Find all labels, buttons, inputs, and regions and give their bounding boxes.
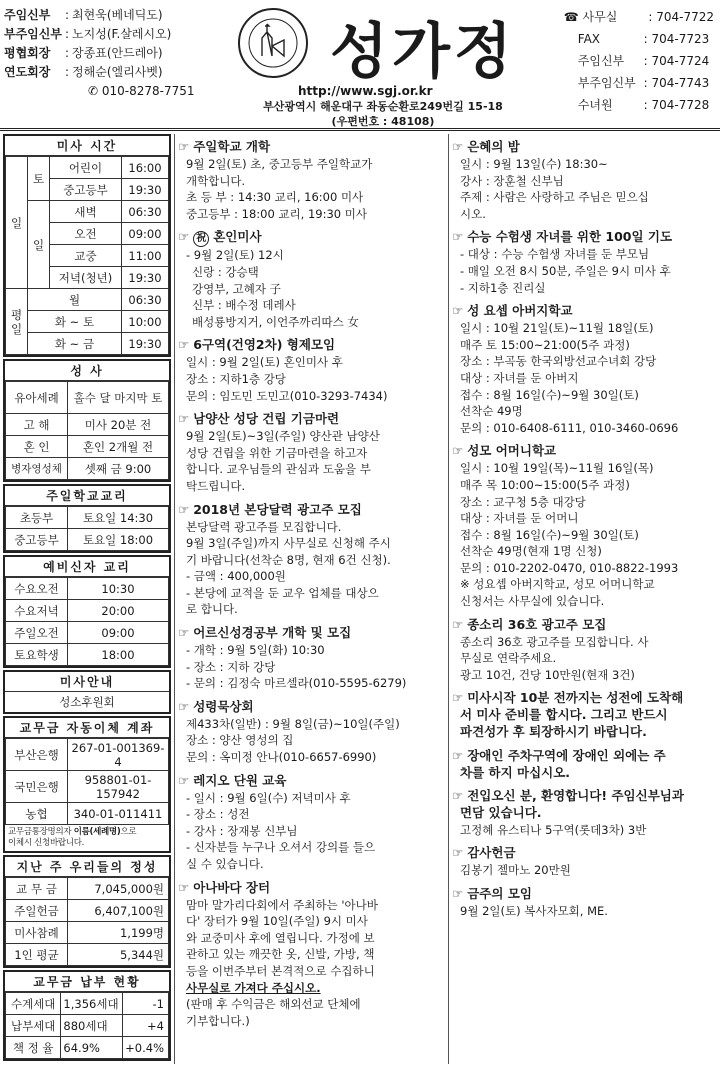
weekday-label: 평일	[6, 289, 28, 355]
bank-name: 국민은행	[6, 771, 68, 803]
mass-info-value: 성소후원회	[59, 695, 115, 709]
pointing-hand-icon: ☞	[452, 845, 464, 861]
pointing-hand-icon: ☞	[452, 788, 464, 804]
account-number: 267-01-001369-4	[68, 739, 169, 771]
offering-label: 주일헌금	[6, 900, 68, 922]
pointing-hand-icon: ☞	[452, 229, 464, 245]
pointing-hand-icon: ☞	[178, 879, 190, 895]
class-time: 토요일 18:00	[68, 529, 169, 551]
header-staff-1: 주임신부 : 최현욱(베네딕도)	[4, 8, 163, 22]
contact-assistant: 부주임신부 : 704-7743	[577, 76, 710, 90]
pointing-hand-icon: ☞	[178, 625, 190, 641]
dues-title: 교무금 납부 현황	[5, 972, 169, 992]
mass-name: 저녁(청년)	[50, 267, 122, 289]
dues-label: 수계세대	[6, 993, 61, 1015]
mass-name: 오전	[50, 223, 122, 245]
sacrament-info: 미사 20분 전	[68, 414, 169, 436]
news-item: ☞ 2018년 본당달력 광고주 모집 본당달력 광고주를 모집합니다. 9월 3일(주일)까지 사무실로 신청해 주시 기 바랍니다(선착순 8명, 현재 6건 신청). - 금액 : 400,000원 - 본당에 교적을 둔 교우 업체를 대상으 로 합니다.	[178, 501, 391, 617]
weekly-offering	[3, 855, 171, 968]
mass-name: 어린이	[50, 157, 122, 179]
header-staff-2: 부주임신부 : 노지성(F.살레시오)	[4, 27, 172, 41]
phone-icon: ☎	[563, 10, 583, 24]
mass-time: 06:30	[121, 201, 168, 223]
header-staff-3: 평협회장 : 장종표(안드레아)	[4, 46, 163, 60]
news-item: ☞ 성모 어머니학교 일시 : 10월 19일(목)~11월 16일(목) 매주 목 10:00~15:00(5주 과정) 장소 : 교구청 5층 대강당 대상 : 자녀를 둔 어머니 접수 : 8월 16일(수)~9월 30일(토) 선착순 49명(현재 1명 신청) 문의 : 010-2202-0470, 010-8822-1993 ※ 성요셉 아버지학교, 성모 어머니학교 신청서는 사무실에 있습니다.	[452, 443, 679, 609]
bank-name: 부산은행	[6, 739, 68, 771]
phone-icon: ✆	[88, 84, 99, 98]
news-item: ☞ 남양산 성당 건립 기금마련 9월 2일(토)~3일(주일) 양산관 남양산 성당 건립을 위한 기금마련을 하고자 합니다. 교우님들의 관심과 도움을 부 탁드립니다.	[178, 411, 380, 493]
news-item: ☞ 아나바다 장터 맘마 말가리다회에서 주최하는 '아나바 다' 장터가 9월 10일(주일) 9시 미사 와 교중미사 후에 열립니다. 가정에 보 관하고 있는 깨끗한 옷, 신발, 가방, 책 등을 이번주부터 본격적으로 수집하니 사무실로 가져다 주십시오. (판매 후 수익금은 해외선교 단체에 기부합니다.)	[178, 879, 378, 1028]
catechumen-class	[3, 555, 171, 668]
dues-value: 1,356세대	[61, 993, 123, 1015]
pointing-hand-icon: ☞	[452, 616, 464, 632]
mass-name: 교중	[50, 245, 122, 267]
class-time: 토요일 14:30	[68, 507, 169, 529]
news-item: ☞ 전입오신 분, 환영합니다! 주임신부님과 면담 있습니다. 고정혜 유스티나 5구역(롯데3차) 3반	[452, 788, 684, 837]
sacraments-title: 성 사	[5, 361, 169, 381]
transfer-note: 교무금통장명의자 이름(세례명)으로 이체시 신청바랍니다.	[8, 827, 137, 848]
pointing-hand-icon: ☞	[452, 886, 464, 901]
sunday-school	[3, 484, 171, 553]
dues-label: 책 정 율	[6, 1037, 61, 1059]
class-name: 주일오전	[6, 622, 68, 644]
sacrament-info: 혼인 2개월 전	[68, 436, 169, 458]
website-link[interactable]: http://www.sgj.or.kr	[298, 84, 433, 98]
pointing-hand-icon: ☞	[452, 139, 464, 154]
pointing-hand-icon: ☞	[452, 443, 464, 459]
bank-name: 농협	[6, 803, 68, 825]
contact-pastor: 주임신부 : 704-7724	[577, 54, 710, 68]
account-number: 340-01-011411	[68, 803, 169, 825]
mass-name: 화 ~ 토	[28, 311, 122, 333]
class-name: 토요학생	[6, 644, 68, 666]
right-column	[452, 138, 718, 926]
mass-time: 10:00	[121, 311, 168, 333]
sunday-day-label: 일	[28, 201, 50, 289]
mass-time: 09:00	[121, 223, 168, 245]
saturday-label: 토	[28, 157, 50, 201]
sacrament-name: 혼 인	[6, 436, 68, 458]
dues-value: 880세대	[61, 1015, 123, 1037]
dues-change: +4	[123, 1015, 169, 1037]
news-item: ☞ 미사시작 10분 전까지는 성전에 도착해 서 미사 준비를 합시다. 그리고 반드시 파견성가 후 퇴장하시기 바랍니다.	[452, 690, 684, 740]
church-icon	[240, 10, 306, 76]
dues-label: 납부세대	[6, 1015, 61, 1037]
contact-fax: FAX : 704-7723	[577, 32, 710, 46]
header-left	[4, 6, 195, 101]
sacrament-name: 고 해	[6, 414, 68, 436]
sacrament-info: 홀수 달 마지막 토	[68, 382, 169, 414]
mass-time: 16:00	[121, 157, 168, 179]
news-item: ☞ 감사헌금 김봉기 젤마노 20만원	[452, 845, 571, 878]
class-name: 수요저녁	[6, 600, 68, 622]
account-number: 958801-01-157942	[68, 771, 169, 803]
offering-value: 1,199명	[68, 922, 169, 944]
offering-value: 7,045,000원	[68, 878, 169, 900]
pointing-hand-icon: ☞	[178, 229, 190, 245]
sacraments	[3, 359, 171, 482]
mass-name: 중고등부	[50, 179, 122, 201]
mass-time: 19:30	[121, 179, 168, 201]
news-item: ☞ 성령묵상회 제433차(일반) : 9월 8일(금)~10일(주일) 장소 : 양산 영성의 집 문의 : 옥미정 안나(010-6657-6990)	[178, 698, 400, 765]
sacrament-name: 병자영성체	[6, 458, 68, 480]
dues-status	[3, 970, 171, 1061]
pointing-hand-icon: ☞	[178, 411, 190, 427]
mass-time: 06:30	[121, 289, 168, 311]
middle-column	[178, 138, 446, 1035]
mass-time: 19:30	[121, 267, 168, 289]
offering-title: 지난 주 우리들의 정성	[5, 857, 169, 877]
left-column	[3, 134, 171, 1063]
mass-name: 화 ~ 금	[28, 333, 122, 355]
news-item: ☞ 6구역(건영2차) 형제모임 일시 : 9월 2일(토) 혼인미사 후 장소 : 지하1층 강당 문의 : 임도민 도민고(010-3293-7434)	[178, 337, 388, 403]
news-item: ☞ 祝 혼인미사 - 9월 2일(토) 12시 신랑 : 강승택 강영부, 고혜자 子 신부 : 배수정 데레사 배성룡방지거, 이언주까리따스 女	[178, 229, 359, 329]
contact-convent: 수녀원 : 704-7728	[577, 98, 710, 112]
news-item: ☞ 금주의 모임 9월 2일(토) 복사자모회, ME.	[452, 886, 608, 918]
mass-times-title: 미사 시간	[5, 136, 169, 156]
church-seal-logo	[238, 8, 308, 78]
header-divider	[0, 128, 720, 131]
class-time: 18:00	[68, 644, 169, 666]
offering-value: 5,344원	[68, 944, 169, 966]
mass-name: 월	[28, 289, 122, 311]
mass-times	[3, 134, 171, 357]
news-item: ☞ 레지오 단원 교육 - 일시 : 9월 6일(수) 저녁미사 후 - 장소 : 성전 - 강사 : 장재봉 신부님 - 신자분들 누구나 오셔서 강의를 들으 실 수 있습니다.	[178, 772, 376, 871]
mass-info	[3, 670, 171, 714]
news-item: ☞ 어르신성경공부 개학 및 모집 - 개학 : 9월 5일(화) 10:30 - 장소 : 지하 강당 - 문의 : 김정숙 마르셀라(010-5595-6279)	[178, 625, 407, 691]
news-item: ☞ 종소리 36호 광고주 모집 종소리 36호 광고주를 모집합니다. 사 무실로 연락주세요. 광고 10건, 건당 10만원(현재 3건)	[452, 616, 649, 682]
header-staff-4: 연도회장 : 정해순(엘리사벳)	[4, 65, 163, 79]
class-name: 중고등부	[6, 529, 68, 551]
class-name: 수요오전	[6, 578, 68, 600]
news-item: ☞ 은혜의 밤 일시 : 9월 13일(수) 18:30~ 강사 : 장훈철 신부님 주제 : 사람은 사랑하고 주님은 믿으십 시오.	[452, 139, 649, 221]
mass-name: 새벽	[50, 201, 122, 223]
catechumen-title: 예비신자 교리	[5, 557, 169, 577]
news-item: ☞ 주일학교 개학 9월 2일(토) 초, 중고등부 주일학교가 개학합니다. 초 등 부 : 14:30 교리, 16:00 미사 중고등부 : 18:00 교리, 19:30 미사	[178, 139, 373, 221]
sunday-label: 일	[6, 157, 28, 289]
header-right	[564, 6, 714, 116]
bulletin-title: 성가정	[330, 17, 516, 87]
pointing-hand-icon: ☞	[178, 698, 190, 714]
class-time: 20:00	[68, 600, 169, 622]
offering-value: 6,407,100원	[68, 900, 169, 922]
dues-change: +0.4%	[123, 1037, 169, 1059]
sunday-school-title: 주일학교교리	[5, 486, 169, 506]
sacrament-name: 유아세례	[6, 382, 68, 414]
class-time: 10:30	[68, 578, 169, 600]
pointing-hand-icon: ☞	[452, 690, 464, 706]
mass-time: 19:30	[121, 333, 168, 355]
dues-change: -1	[123, 993, 169, 1015]
offering-label: 미사참례	[6, 922, 68, 944]
news-item: ☞ 수능 수험생 자녀를 위한 100일 기도 - 대상 : 수능 수험생 자녀를 둔 부모님 - 매일 오전 8시 50분, 주일은 9시 미사 후 - 지하1층 진리실	[452, 229, 673, 295]
transfer-title: 교무금 자동이체 계좌	[5, 718, 169, 738]
celebration-badge-icon: 祝	[193, 231, 209, 247]
pointing-hand-icon: ☞	[178, 501, 190, 517]
pointing-hand-icon: ☞	[178, 139, 190, 154]
church-address: 부산광역시 해운대구 좌동순환로249번길 15-18 (우편번호 : 48108)	[263, 100, 503, 128]
class-time: 09:00	[68, 622, 169, 644]
header-phone: ✆ 010-8278-7751	[88, 84, 195, 98]
news-item: ☞ 장애인 주차구역에 장애인 외에는 주 차를 하지 마십시오.	[452, 747, 666, 780]
offering-label: 1인 평균	[6, 944, 68, 966]
pointing-hand-icon: ☞	[178, 337, 190, 353]
column-divider	[448, 134, 449, 1064]
pointing-hand-icon: ☞	[452, 747, 464, 763]
offering-label: 교 무 금	[6, 878, 68, 900]
sacrament-info: 셋째 금 9:00	[68, 458, 169, 480]
column-divider	[174, 134, 175, 1064]
mass-info-title: 미사안내	[5, 672, 169, 692]
pointing-hand-icon: ☞	[178, 772, 190, 788]
news-item: ☞ 성 요셉 아버지학교 일시 : 10월 21일(토)~11월 18일(토) 매주 토 15:00~21:00(5주 과정) 장소 : 부곡동 한국외방선교수녀회 강당 대상 : 자녀를 둔 아버지 접수 : 8월 16일(수)~9월 30일(토) 선착순 49명 문의 : 010-6408-6111, 010-3460-0696	[452, 303, 679, 435]
pointing-hand-icon: ☞	[452, 303, 464, 319]
mass-time: 11:00	[121, 245, 168, 267]
class-name: 초등부	[6, 507, 68, 529]
contact-office: ☎ 사무실 : 704-7722	[563, 10, 714, 24]
auto-transfer-accounts	[3, 716, 171, 853]
dues-value: 64.9%	[61, 1037, 123, 1059]
